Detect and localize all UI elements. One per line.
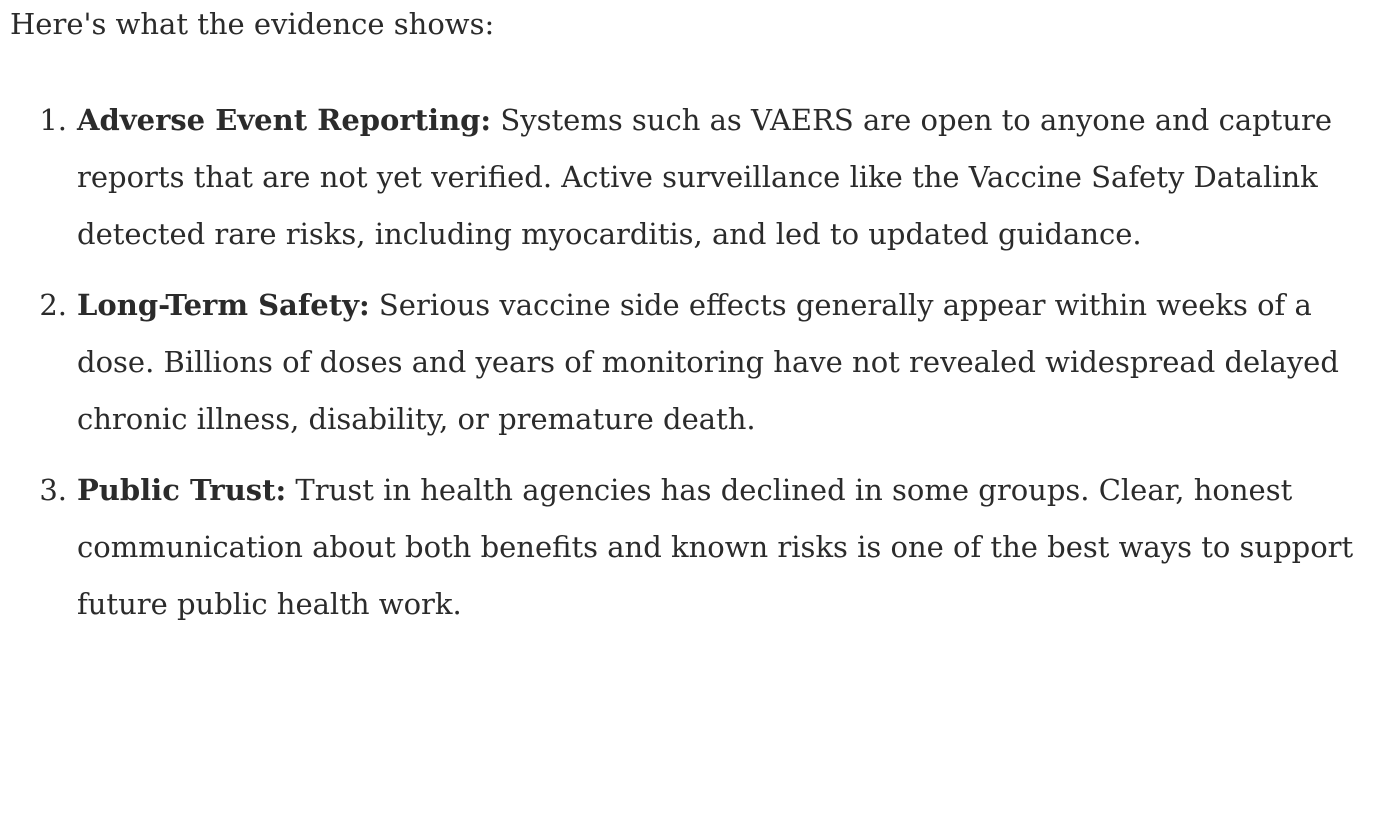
list-item-body: [77, 277, 1370, 448]
document: [0, 6, 1394, 633]
list-item-heading: Long-Term Safety:: [77, 288, 370, 322]
list-item-heading: Adverse Event Reporting:: [77, 103, 492, 137]
list-item-heading: Public Trust:: [77, 473, 287, 507]
list-marker: 2.: [39, 288, 67, 322]
intro-line: Here's what the evidence shows:: [10, 7, 495, 41]
list-item-body: [77, 462, 1370, 633]
list-item-text: Systems such as VAERS are open to anyone and capture reports that are not yet verified. Active surveillance like the Vaccine Safety Datalink detected rare risks, including myocarditis, and led to updated guidance.: [77, 103, 1333, 251]
list-item: [10, 462, 1370, 633]
list-marker: 3.: [39, 473, 67, 507]
list-item: [10, 277, 1370, 448]
list-item-text: Serious vaccine side effects generally appear within weeks of a dose. Billions of doses and years of monitoring have not revealed widespread delayed chronic illness, disability, or premature death.: [77, 288, 1339, 436]
point-list: [10, 92, 1370, 633]
list-item: [10, 92, 1370, 263]
list-item-text: Trust in health agencies has declined in some groups. Clear, honest communication about both benefits and known risks is one of the best ways to support future public health work.: [77, 473, 1354, 621]
list-marker: 1.: [39, 103, 67, 137]
list-item-body: [77, 92, 1370, 263]
